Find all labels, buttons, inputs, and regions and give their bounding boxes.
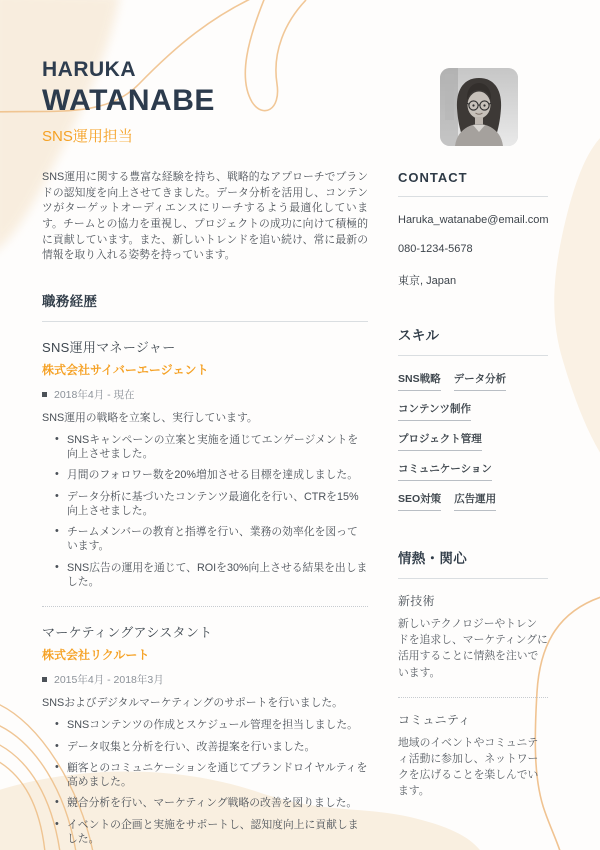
last-name: WATANABE xyxy=(42,84,215,117)
passion-divider xyxy=(398,697,548,698)
passion-text: 新しいテクノロジーやトレンドを追求し、マーケティングに活用することに情熱を注いでいます。 xyxy=(398,618,548,679)
portrait-illustration xyxy=(440,68,518,146)
job-bullet: • データ収集と分析を行い、改善提案を行いました。 xyxy=(55,740,368,754)
job-entry-2 xyxy=(42,622,368,846)
left-column xyxy=(42,58,368,850)
job-bullet: • イベントの企画と実施をサポートし、認知度向上に貢献しました。 xyxy=(55,818,368,847)
contact-list xyxy=(398,214,548,288)
job-bullet: • データ分析に基づいたコンテンツ最適化を行い、CTRを15%向上させました。 xyxy=(55,490,368,519)
job-description: SNSおよびデジタルマーケティングのサポートを行いました。 xyxy=(42,697,343,710)
passion-item-1 xyxy=(398,592,548,681)
skill-tag: コンテンツ制作 xyxy=(398,401,471,421)
calendar-square-icon xyxy=(42,677,47,682)
skill-tag: コミュニケーション xyxy=(398,461,492,481)
skill-tag: データ分析 xyxy=(454,371,507,391)
work-history-section xyxy=(42,290,368,846)
job-bullet: • 顧客とのコミュニケーションを通じてブランドロイヤルティを高めました。 xyxy=(55,761,368,790)
job-bullet: • SNSコンテンツの作成とスケジュール管理を担当しました。 xyxy=(55,718,368,732)
job-bullet-list xyxy=(42,718,368,846)
job-role: SNS運用担当 xyxy=(42,128,133,145)
job-entry-1 xyxy=(42,337,368,589)
job-period-text: 2015年4月 - 2018年3月 xyxy=(54,674,164,687)
right-column xyxy=(398,58,548,850)
job-divider xyxy=(42,606,368,607)
job-description: SNS運用の戦略を立案し、実行しています。 xyxy=(42,411,258,424)
passions-section xyxy=(398,547,548,800)
job-bullet: • 競合分析を行い、マーケティング戦略の改善を図りました。 xyxy=(55,796,368,810)
job-title: マーケティングアシスタント xyxy=(42,625,213,641)
job-company: 株式会社リクルート xyxy=(42,648,150,663)
contact-section xyxy=(398,170,548,288)
contact-item: 東京, Japan xyxy=(398,275,457,287)
contact-item: 080-1234-5678 xyxy=(398,243,473,255)
profile-summary: SNS運用に関する豊富な経験を持ち、戦略的なアプローチでブランドの認知度を向上させてきました。データ分析を活用し、コンテンツがターゲットオーディエンスにリーチするよう最適化しています。チームとの協力を重視し、プロジェクトの成功に向けて積極的に貢献しています。また、新しいトレンドを追い続け、常に最新の情報を取り入れる姿勢を持っています。 xyxy=(42,171,368,262)
job-period-text: 2018年4月 - 現在 xyxy=(54,388,135,401)
passion-title: コミュニティ xyxy=(398,712,471,727)
passion-text: 地域のイベントやコミュニティ活動に参加し、ネットワークを広げることを楽しんでいます。 xyxy=(398,736,539,798)
job-period xyxy=(42,387,368,402)
skill-tag: SNS戦略 xyxy=(398,371,441,391)
job-title: SNS運用マネージャー xyxy=(42,339,176,355)
first-name: HARUKA xyxy=(42,58,136,81)
skills-heading: スキル xyxy=(398,324,548,356)
contact-item: Haruka_watanabe@email.com xyxy=(398,214,549,226)
skill-tag: 広告運用 xyxy=(454,491,496,511)
job-bullet: • 月間のフォロワー数を20%増加させる目標を達成しました。 xyxy=(55,468,368,482)
passions-heading: 情熱・関心 xyxy=(398,547,548,579)
passion-item-2 xyxy=(398,711,548,800)
calendar-square-icon xyxy=(42,392,47,397)
job-company: 株式会社サイバーエージェント xyxy=(42,362,209,377)
job-bullet: • チームメンバーの教育と指導を行い、業務の効率化を図っています。 xyxy=(55,525,368,554)
job-bullet: • SNSキャンペーンの立案と実施を通じてエンゲージメントを向上させました。 xyxy=(55,433,368,462)
skills-list xyxy=(398,371,548,511)
passion-title: 新技術 xyxy=(398,594,435,608)
work-history-heading: 職務経歴 xyxy=(42,290,368,322)
profile-photo xyxy=(440,68,518,146)
job-period xyxy=(42,672,368,687)
job-bullet-list xyxy=(42,433,368,589)
contact-heading: CONTACT xyxy=(398,170,548,197)
skill-tag: SEO対策 xyxy=(398,491,441,511)
skill-tag: プロジェクト管理 xyxy=(398,431,482,451)
skills-section xyxy=(398,324,548,511)
job-bullet: • SNS広告の運用を通じて、ROIを30%向上させる結果を出しました。 xyxy=(55,561,368,590)
